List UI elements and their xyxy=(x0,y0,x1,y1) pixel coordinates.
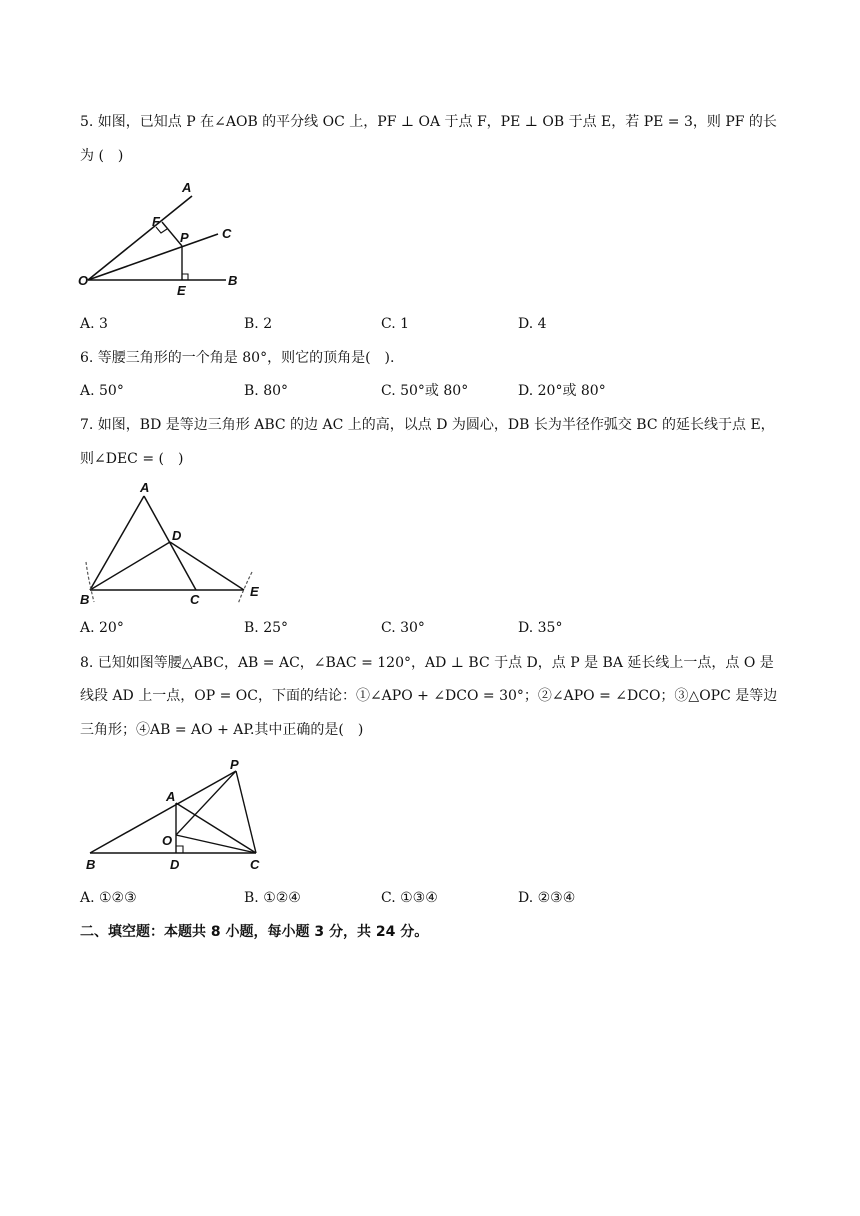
q8-text-line3: 三角形；④AB = AO + AP.其中正确的是( ) xyxy=(80,722,364,738)
q5-text-line2: 为 ( ) xyxy=(80,148,124,164)
q7-option-d[interactable]: D. 35° xyxy=(518,620,563,636)
q5-figure xyxy=(76,176,256,305)
q8-side-ac xyxy=(176,803,256,853)
q5-figure-svg xyxy=(76,176,256,301)
q7-text-line1: 7. 如图，BD 是等边三角形 ABC 的边 AC 上的高，以点 D 为圆心，DB 长为半径作弧交 BC 的延长线于点 E， xyxy=(80,417,775,433)
q8-label-c: C xyxy=(250,857,260,872)
q6-option-c[interactable]: C. 50°或 80° xyxy=(381,383,469,399)
q8-label-b: B xyxy=(86,857,96,872)
q7-option-b[interactable]: B. 25° xyxy=(244,620,289,636)
q8-figure-svg xyxy=(80,755,280,880)
q5-label-e: E xyxy=(177,283,186,298)
q6-option-b[interactable]: B. 80° xyxy=(244,383,289,399)
q7-side-ac xyxy=(144,496,196,590)
q7-figure xyxy=(74,480,274,614)
q7-label-b: B xyxy=(80,592,90,607)
q6-text-line1: 6. 等腰三角形的一个角是 80°，则它的顶角是( ). xyxy=(80,350,395,366)
q5-label-a: A xyxy=(182,180,192,195)
q8-segment-pc xyxy=(236,771,256,853)
q5-label-b: B xyxy=(228,273,238,288)
q5-label-f: F xyxy=(152,214,160,229)
q8-text-line1: 8. 已知如图等腰△ABC，AB = AC，∠BAC = 120°，AD ⊥ BC 于点 D，点 P 是 BA 延长线上一点，点 O 是 xyxy=(80,655,774,671)
q6-option-d[interactable]: D. 20°或 80° xyxy=(518,383,606,399)
q5-label-p: P xyxy=(180,230,189,245)
q8-option-c[interactable]: C. ①③④ xyxy=(381,890,438,906)
q5-ray-oa xyxy=(88,196,192,280)
q7-option-a[interactable]: A. 20° xyxy=(80,620,124,636)
section2-heading: 二、填空题：本题共 8 小题，每小题 3 分，共 24 分。 xyxy=(80,924,429,940)
q7-side-ab xyxy=(90,496,144,590)
q8-segment-oc xyxy=(176,835,256,853)
q7-option-c[interactable]: C. 30° xyxy=(381,620,425,636)
q5-label-c: C xyxy=(222,226,232,241)
q6-option-a[interactable]: A. 50° xyxy=(80,383,124,399)
q5-option-d[interactable]: D. 4 xyxy=(518,316,547,332)
q8-label-o: O xyxy=(162,833,173,848)
q7-label-c: C xyxy=(190,592,200,607)
q7-segment-bd xyxy=(90,542,170,590)
q8-option-d[interactable]: D. ②③④ xyxy=(518,890,576,906)
q7-figure-svg xyxy=(74,480,274,610)
q8-label-p: P xyxy=(230,757,239,772)
q7-segment-de xyxy=(170,542,244,590)
q8-segment-op xyxy=(176,771,236,835)
q5-segment-pf xyxy=(162,222,182,246)
q7-label-e: E xyxy=(250,584,259,599)
q8-label-a: A xyxy=(166,789,176,804)
q5-right-angle-e xyxy=(182,274,188,280)
q5-ray-oc xyxy=(88,234,218,280)
q8-label-d: D xyxy=(170,857,180,872)
q7-label-d: D xyxy=(172,528,182,543)
q5-option-b[interactable]: B. 2 xyxy=(244,316,273,332)
q7-text-line2: 则∠DEC = ( ) xyxy=(80,451,184,467)
q5-label-o: O xyxy=(78,273,89,288)
q8-option-a[interactable]: A. ①②③ xyxy=(80,890,137,906)
q8-right-angle-d xyxy=(176,846,183,853)
q8-figure xyxy=(80,755,280,884)
q7-label-a: A xyxy=(140,480,150,495)
q5-option-c[interactable]: C. 1 xyxy=(381,316,410,332)
q5-text-line1: 5. 如图，已知点 P 在∠AOB 的平分线 OC 上，PF ⊥ OA 于点 F，PE ⊥ OB 于点 E，若 PE = 3，则 PF 的长 xyxy=(80,114,777,130)
q5-option-a[interactable]: A. 3 xyxy=(80,316,108,332)
q8-text-line2: 线段 AD 上一点，OP = OC，下面的结论：①∠APO + ∠DCO = 30°；②∠APO = ∠DCO；③△OPC 是等边 xyxy=(80,688,778,704)
q8-option-b[interactable]: B. ①②④ xyxy=(244,890,301,906)
